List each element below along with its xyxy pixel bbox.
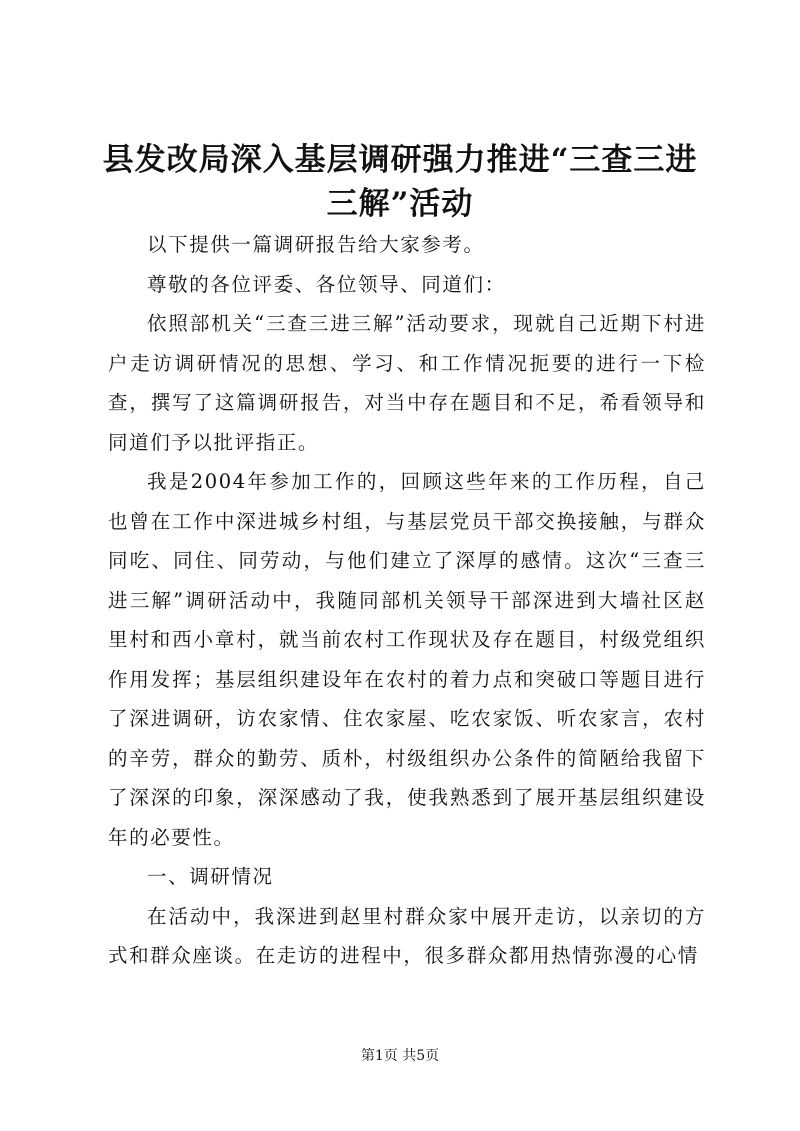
paragraph-purpose: 依照部机关“三查三进三解”活动要求，现就自己近期下村进户走访调研情况的思想、学习、和工作情况扼要的进行一下检查，撰写了这篇调研报告，对当中存在题目和不足，希看领导和同道们予以批评指正。 bbox=[108, 312, 706, 454]
document-title: 县发改局深入基层调研强力推进“三查三进三解”活动 bbox=[102, 142, 698, 222]
paragraph-activity: 在活动中，我深进到赵里村群众家中展开走访，以亲切的方式和群众座谈。在走访的进程中，很多群众都用热情弥漫的心情 bbox=[108, 904, 706, 967]
section-heading-research: 一、调研情况 bbox=[147, 865, 274, 888]
document-body bbox=[108, 225, 706, 976]
page-footer: 第1页 共5页 bbox=[360, 1048, 440, 1064]
paragraph-intro: 以下提供一篇调研报告给大家参考。 bbox=[147, 233, 485, 256]
paragraph-salutation: 尊敬的各位评委、各位领导、同道们： bbox=[147, 272, 506, 296]
paragraph-background: 我是2004年参加工作的，回顾这些年来的工作历程，自己也曾在工作中深进城乡村组，与基层党员干部交换接触，与群众同吃、同住、同劳动，与他们建立了深厚的感情。这次“三查三进三解”调研活动中，我随同部机关领导干部深进到大墙社区赵里村和西小章村，就当前农村工作现状及存在题目，村级党组织作用发挥；基层组织建设年在农村的着力点和突破口等题目进行了深进调研，访农家情、住农家屋、吃农家饭、听农家言，农村的辛劳，群众的勤劳、质朴，村级组织办公条件的简陋给我留下了深深的印象，深深感动了我，使我熟悉到了展开基层组织建设年的必要性。 bbox=[108, 470, 706, 849]
